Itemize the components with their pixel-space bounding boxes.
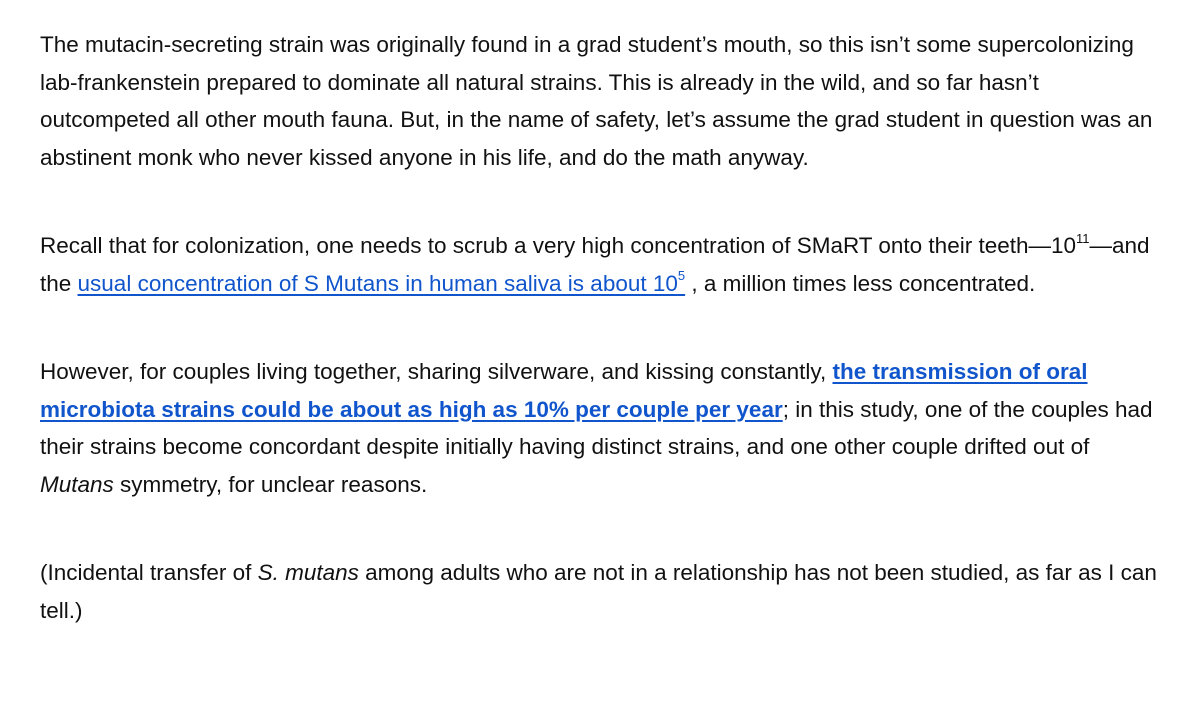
paragraph-text-start: Recall that for colonization, one needs to scrub a very high concentration of SMaRT onto their teeth— <box>40 233 1051 258</box>
exponent-base: 10 <box>1051 233 1077 258</box>
paragraph-text-mid: —and the <box>40 233 1150 296</box>
saliva-concentration-link[interactable] <box>77 268 686 296</box>
transmission-study-link[interactable]: the transmission of oral microbiota strains could be about as high as 10% per couple per year <box>40 359 1088 422</box>
paragraph-text: The mutacin-secreting strain was originally found in a grad student’s mouth, so this isn’t some supercolonizing lab-frankenstein prepared to dominate all natural strains. This is already in the wild, and so far hasn’t outcompeted all other mouth fauna. But, in the name of safety, let’s assume the grad student in question was an abstinent monk who never kissed anyone in his life, and do the math anyway. <box>40 32 1153 170</box>
paragraph-strain-origin <box>40 26 1165 176</box>
paragraph-text-end: , a million times less concentrated. <box>685 270 1036 296</box>
paragraph-incidental-transfer <box>40 554 1165 629</box>
italic-species-name: Mutans <box>40 471 114 497</box>
paragraph-text-start: (Incidental transfer of <box>40 560 258 585</box>
exponent-superscript: 11 <box>1076 230 1090 246</box>
paragraph-text-mid: ; in this study, one of the couples had their strains become concordant despite initially having distinct strains, and one other couple drifted out of <box>40 396 1153 459</box>
paragraph-colonization-concentration <box>40 227 1165 302</box>
paragraph-text-end: symmetry, for unclear reasons. <box>113 471 428 497</box>
document-body <box>40 26 1165 629</box>
paragraph-text-start: However, for couples living together, sharing silverware, and kissing constantly, <box>40 359 833 384</box>
link-text: usual concentration of S Mutans in human saliva is about 10 <box>77 270 678 296</box>
link-superscript: 5 <box>677 268 686 283</box>
paragraph-text-end: among adults who are not in a relationship has not been studied, as far as I can tell.) <box>40 560 1157 623</box>
paragraph-couples-transmission <box>40 353 1165 503</box>
italic-species-name: S. mutans <box>257 560 359 585</box>
